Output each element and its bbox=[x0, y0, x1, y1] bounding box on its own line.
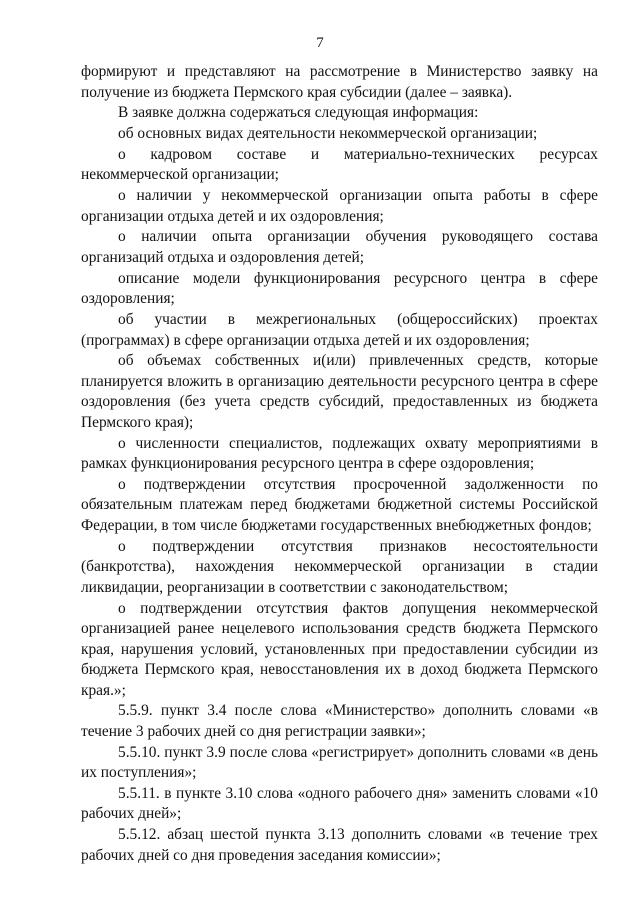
clause-5-5-9: 5.5.9. пункт 3.4 после слова «Министерство» дополнить словами «в течение 3 рабочих дней со дня регистрации заявки»; bbox=[81, 702, 598, 740]
list-item-staff-resources: о кадровом составе и материально-технических ресурсах некоммерческой организации; bbox=[81, 145, 598, 184]
list-item-model-description: описание модели функционирования ресурсного центра в сфере оздоровления; bbox=[81, 269, 598, 308]
list-item-training-experience: о наличии опыта организации обучения руководящего состава организаций отдыха и оздоровления детей; bbox=[81, 228, 598, 266]
list-item-own-funds: об объемах собственных и(или) привлеченных средств, которые планируется вложить в организацию деятельности ресурсного центра в сфере оздоровления (без учета средств субсидий, предоставленных из бюджета Пермского края); bbox=[81, 352, 598, 431]
page-number: 7 bbox=[316, 35, 324, 51]
clause-5-5-10: 5.5.10. пункт 3.9 после слова «регистрирует» дополнить словами «в день их поступления»; bbox=[81, 743, 598, 782]
list-item-experience: о наличии у некоммерческой организации опыта работы в сфере организации отдыха детей и их оздоровления; bbox=[81, 187, 598, 225]
clause-5-5-11: 5.5.11. в пункте 3.10 слова «одного рабочего дня» заменить словами «10 рабочих дней»; bbox=[81, 784, 598, 823]
paragraph-continuation: формируют и представляют на рассмотрение в Министерство заявку на получение из бюджета Пермского края субсидии (далее – заявка). bbox=[81, 63, 598, 101]
clause-5-5-12: 5.5.12. абзац шестой пункта 3.13 дополнить словами «в течение трех рабочих дней со дня проведения заседания комиссии»; bbox=[81, 826, 598, 864]
list-item-specialists-count: о численности специалистов, подлежащих охвату мероприятиями в рамках функционирования ресурсного центра в сфере оздоровления; bbox=[81, 434, 598, 473]
list-item-activity-types: об основных видах деятельности некоммерческой организации; bbox=[118, 125, 538, 143]
paragraph-application-info-intro: В заявке должна содержаться следующая информация: bbox=[118, 104, 479, 122]
list-item-no-misuse: о подтверждении отсутствия фактов допущения некоммерческой организацией ранее нецелевого использования средств бюджета Пермского края, нарушения условий, установленных при предоставлении субсидии из бюджета Пермского края, невосстановления их в доход бюджета Пермского края.»; bbox=[81, 599, 598, 699]
list-item-no-debt: о подтверждении отсутствия просроченной задолженности по обязательным платежам перед бюджетами бюджетной системы Российской Федерации, в том числе бюджетами государственных внебюджетных фондов; bbox=[81, 475, 598, 534]
list-item-projects-participation: об участии в межрегиональных (общероссийских) проектах (программах) в сфере организации отдыха детей и их оздоровления; bbox=[81, 311, 598, 349]
document-body bbox=[81, 62, 598, 867]
list-item-no-bankruptcy: о подтверждении отсутствия признаков несостоятельности (банкротства), нахождения некоммерческой организации в стадии ликвидации, реорганизации в соответствии с законодательством; bbox=[81, 537, 598, 596]
